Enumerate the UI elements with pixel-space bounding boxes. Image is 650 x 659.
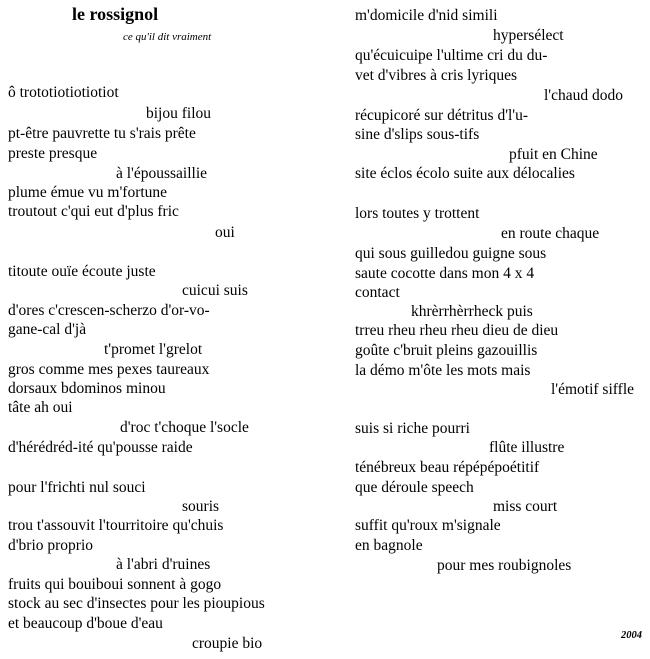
- poem-line: m'domicile d'nid simili: [355, 7, 498, 24]
- poem-line: d'hérédréd-ité qu'pousse raide: [8, 439, 193, 456]
- poem-line: ô trototiotiotiotiot: [8, 84, 119, 101]
- poem-line: lors toutes y trottent: [355, 205, 480, 222]
- poem-line: t'promet l'grelot: [104, 341, 203, 358]
- poem-line: récupicoré sur détritus d'l'u-: [355, 107, 529, 124]
- poem-line: la démo m'ôte les mots mais: [355, 362, 531, 379]
- poem-line: stock au sec d'insectes pour les pioupious: [8, 595, 265, 612]
- poem-line: d'brio proprio: [8, 537, 94, 554]
- poem-line: khrèrrhèrrheck puis: [411, 303, 533, 320]
- poem-line: site éclos écolo suite aux délocalies: [355, 165, 575, 182]
- poem-line: suis si riche pourri: [355, 420, 470, 437]
- poem-line: pfuit en Chine: [509, 146, 598, 163]
- poem-line: l'émotif siffle: [551, 381, 635, 398]
- poem-line: oui: [215, 224, 235, 241]
- poem-line: miss court: [493, 498, 558, 515]
- poem-line: croupie bio: [192, 635, 263, 652]
- poem-line: sine d'slips sous-tifs: [355, 126, 480, 143]
- poem-line: vet d'vibres à cris lyriques: [355, 67, 518, 84]
- poem-line: et beaucoup d'boue d'eau: [8, 615, 163, 632]
- poem-line: en bagnole: [355, 537, 423, 554]
- poem-subtitle: ce qu'il dit vraiment: [123, 31, 212, 43]
- poem-title: le rossignol: [72, 4, 159, 24]
- poem-line: qu'écuicuipe l'ultime cri du du-: [355, 47, 548, 64]
- poem-line: hypersélect: [493, 27, 564, 44]
- poem-line: ténébreux beau répépépoétitif: [355, 459, 540, 476]
- poem-line: plume émue vu m'fortune: [8, 184, 168, 201]
- poem-line: pt-être pauvrette tu s'rais prête: [8, 125, 196, 142]
- poem-line: bijou filou: [146, 105, 212, 122]
- poem-line: en route chaque: [501, 225, 600, 242]
- poem-line: flûte illustre: [489, 439, 565, 456]
- poem-line: titoute ouïe écoute juste: [8, 263, 156, 280]
- poem-line: qui sous guilledou guigne sous: [355, 245, 547, 262]
- poem-line: d'ores c'crescen-scherzo d'or-vo-: [8, 302, 210, 319]
- poem-line: souris: [182, 498, 220, 515]
- poem-line: preste presque: [8, 145, 98, 162]
- year-label: 2004: [621, 630, 642, 641]
- poem-line: goûte c'bruit pleins gazouillis: [355, 342, 538, 359]
- poem-line: à l'abri d'ruines: [116, 556, 211, 573]
- poem-line: pour l'frichti nul souci: [8, 479, 146, 496]
- poem-line: trou t'assouvit l'tourritoire qu'chuis: [8, 517, 224, 534]
- poem-line: trreu rheu rheu rheu dieu de dieu: [355, 322, 559, 339]
- poem-line: fruits qui bouiboui sonnent à gogo: [8, 576, 222, 593]
- poem-line: suffit qu'roux m'signale: [355, 517, 501, 534]
- poem-line: troutout c'qui eut d'plus fric: [8, 203, 179, 220]
- poem-line: contact: [355, 284, 400, 301]
- poem-line: à l'époussaillie: [116, 165, 208, 182]
- poem-line: cuicui suis: [182, 282, 248, 299]
- poem-line: tâte ah oui: [8, 399, 73, 416]
- poem-line: gane-cal d'jà: [8, 321, 87, 338]
- poem-line: dorsaux bdominos minou: [8, 380, 166, 397]
- poem-line: saute cocotte dans mon 4 x 4: [355, 265, 535, 282]
- poem-line: l'chaud dodo: [544, 87, 623, 104]
- poem-line: pour mes roubignoles: [437, 557, 572, 574]
- poem-line: que déroule speech: [355, 479, 474, 496]
- poem-line: gros comme mes pexes taureaux: [8, 361, 210, 378]
- poem-line: d'roc t'choque l'socle: [120, 419, 249, 436]
